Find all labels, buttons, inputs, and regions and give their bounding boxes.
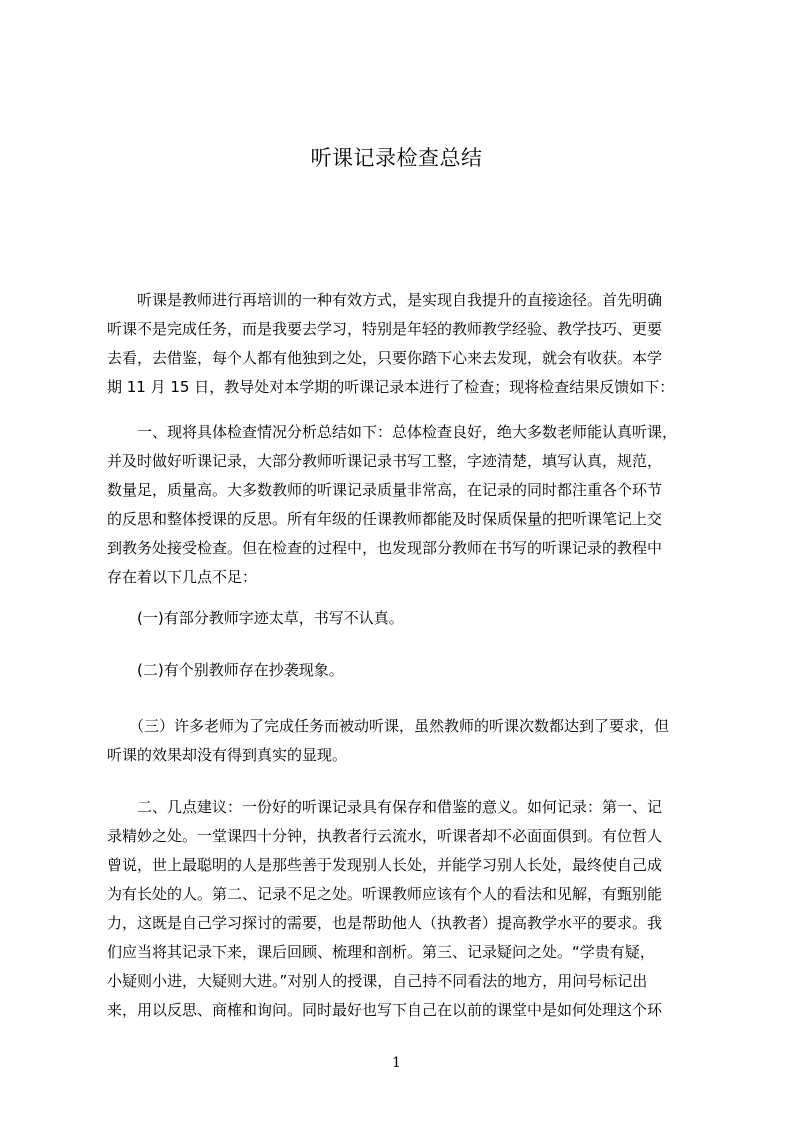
paragraph-line: 听课是教师进行再培训的一种有效方式，是实现自我提升的直接途径。首先明确 [137,291,663,309]
paragraph-line: 去看，去借鉴，每个人都有他独到之处，只要你踏下心来去发现，就会有收获。本学 [107,349,663,367]
paragraph-line: 们应当将其记录下来，课后回顾、梳理和剖析。第三、记录疑问之处。“学贵有疑， [107,943,655,961]
paragraph-line: 小疑则小进，大疑则大进。”对别人的授课，自己持不同看法的地方，用问号标记出 [107,972,648,990]
paragraph-line: 曾说，世上最聪明的人是那些善于发现别人长处，并能学习别人长处，最终使自己成 [107,856,663,874]
paragraph-line: 数量足，质量高。大多数教师的听课记录质量非常高，在记录的同时都注重各个环节 [107,481,663,499]
paragraph-suggestions [107,793,707,1025]
paragraph-intro [107,286,707,402]
page-number: 1 [392,1055,401,1071]
paragraph-line: 为有长处的人。第二、记录不足之处。听课教师应该有个人的看法和见解，有甄别能 [107,885,663,903]
paragraph-line: (一)有部分教师字迹太草，书写不认真。 [137,609,404,627]
paragraph-line: 力，这既是自己学习探讨的需要，也是帮助他人（执教者）提高教学水平的要求。我 [107,914,663,932]
paragraph-issue-3 [107,712,707,770]
paragraph-inspection-summary [107,418,707,592]
paragraph-line: 一、现将具体检查情况分析总结如下：总体检查良好，绝大多数老师能认真听课， [137,423,678,441]
paragraph-line: （三）许多老师为了完成任务而被动听课，虽然教师的听课次数都达到了要求，但 [129,717,670,735]
document-title: 听课记录检查总结 [310,146,483,170]
paragraph-line: (二)有个别教师存在抄袭现象。 [137,661,344,679]
paragraph-line: 来，用以反思、商榷和询问。同时最好也写下自己在以前的课堂中是如何处理这个环 [107,1001,663,1019]
paragraph-line: 听课不是完成任务，而是我要去学习，特别是年轻的教师教学经验、教学技巧、更要 [107,320,663,338]
paragraph-line: 到教务处接受检查。但在检查的过程中，也发现部分教师在书写的听课记录的教程中 [107,539,663,557]
paragraph-line: 录精妙之处。一堂课四十分钟，执教者行云流水，听课者却不必面面俱到。有位哲人 [107,827,663,845]
paragraph-line: 并及时做好听课记录，大部分教师听课记录书写工整，字迹清楚，填写认真，规范， [107,452,663,470]
paragraph-line: 的反思和整体授课的反思。所有年级的任课教师都能及时保质保量的把听课笔记上交 [107,510,663,528]
paragraph-line: 二、几点建议：一份好的听课记录具有保存和借鉴的意义。如何记录：第一、记 [137,798,663,816]
paragraph-line: 期 11 月 15 日，教导处对本学期的听课记录本进行了检查；现将检查结果反馈如下： [107,378,675,396]
paragraph-issue-1 [107,604,707,633]
paragraph-line: 听课的效果却没有得到真实的显现。 [107,746,348,764]
paragraph-line: 存在着以下几点不足： [107,568,258,586]
paragraph-issue-2 [107,656,707,685]
